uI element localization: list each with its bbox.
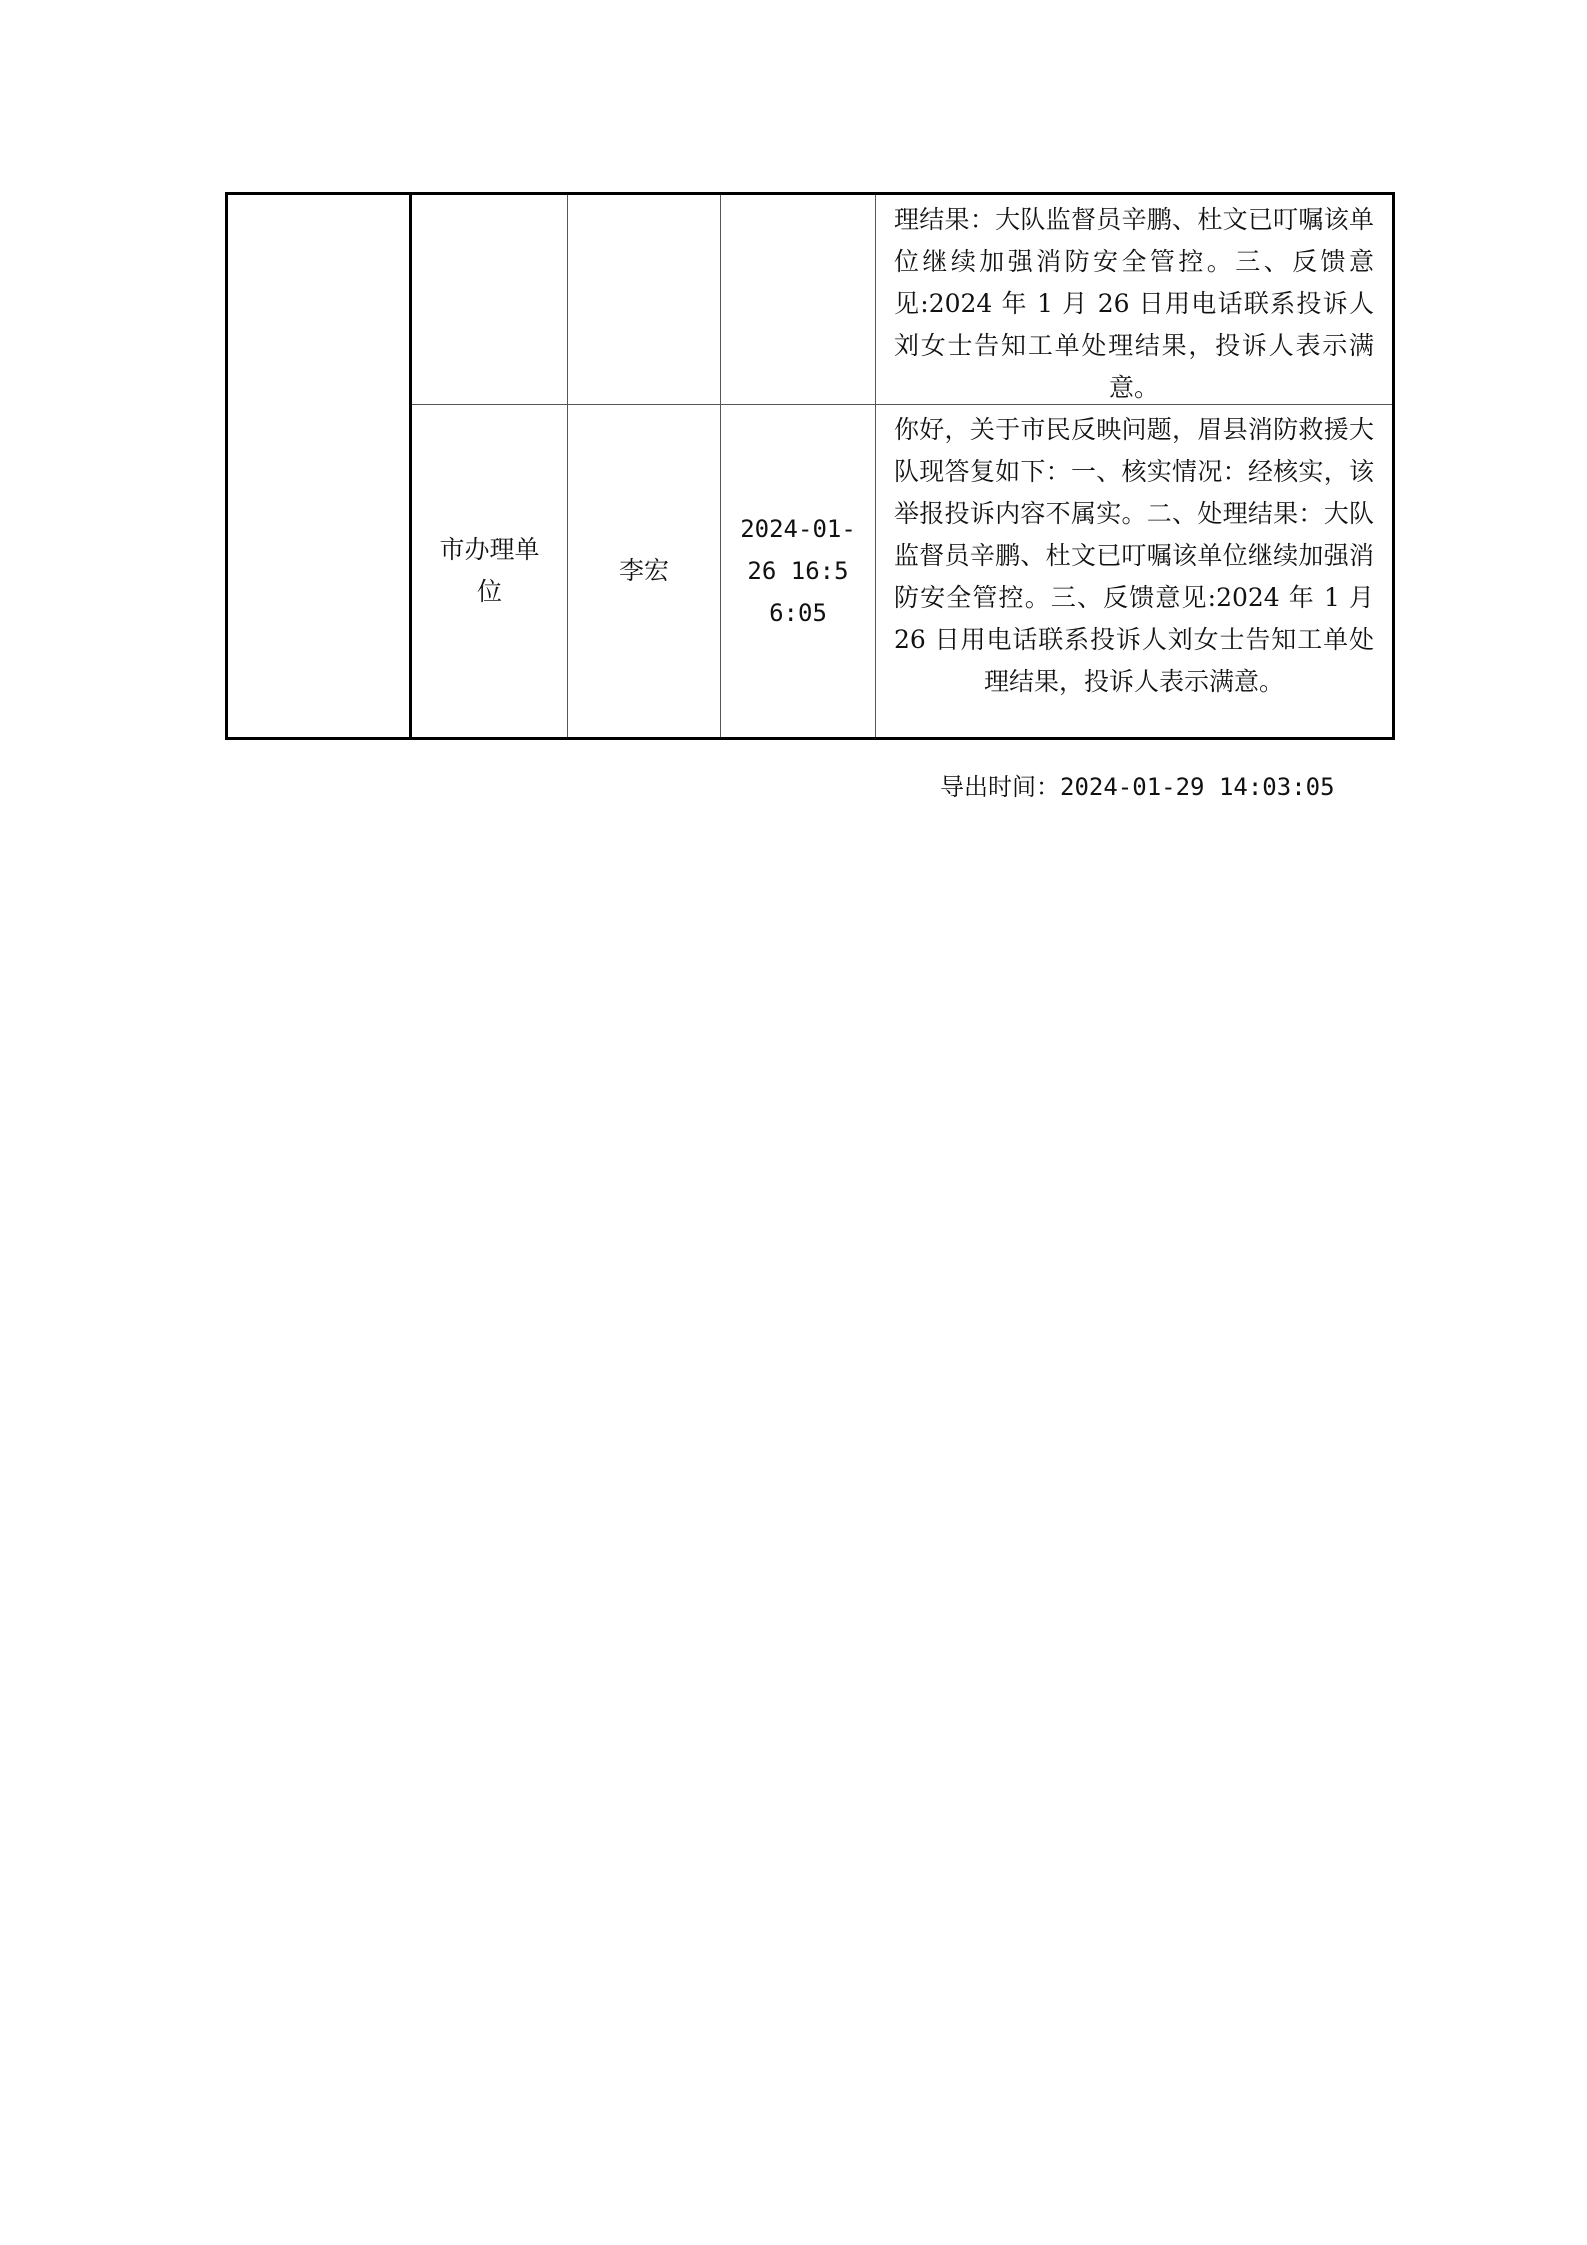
reply-content-cell (876, 195, 1392, 404)
handling-unit-cell: 市办理单位 (412, 405, 568, 737)
reply-time-cell (721, 195, 876, 404)
reply-time-cell: 2024-01-26 16:56:05 (721, 405, 876, 737)
reply-content-cell (876, 405, 1392, 737)
table-left-empty-cell (228, 195, 412, 737)
export-time-value: 2024-01-29 14:03:05 (1060, 773, 1335, 801)
handler-cell: 李宏 (568, 405, 721, 737)
reply-content-text: 你好，关于市民反映问题，眉县消防救援大队现答复如下：一、核实情况：经核实，该举报投诉内容不属实。二、处理结果：大队监督员辛鹏、杜文已叮嘱该单位继续加强消防安全管控。三、反馈意见:2024 年 1 月 26 日用电话联系投诉人刘女士告知工单处理结果，投诉人表示满意。 (894, 415, 1374, 696)
table-row (412, 405, 1392, 737)
handler-cell (568, 195, 721, 404)
reply-record-table (225, 192, 1395, 740)
export-time-line (940, 770, 1335, 804)
handling-unit-cell (412, 195, 568, 404)
table-row (412, 195, 1392, 405)
reply-content-text: 理结果：大队监督员辛鹏、杜文已叮嘱该单位继续加强消防安全管控。三、反馈意见:2024 年 1 月 26 日用电话联系投诉人刘女士告知工单处理结果，投诉人表示满意。 (894, 205, 1374, 402)
export-time-label: 导出时间： (940, 773, 1060, 801)
